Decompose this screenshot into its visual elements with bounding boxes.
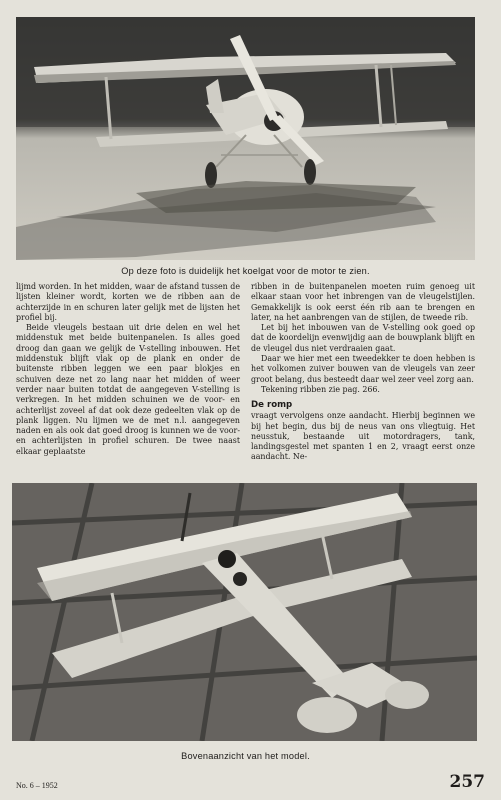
paragraph: ribben in de buitenpanelen moeten ruim genoeg uit elkaar staan voor het inbrengen van de vleugelstijlen. Gemakkelijk is ook eerst één rib aan te brengen en later, na het aanbrengen van de stijlen, de tweede rib. [251, 282, 475, 322]
photo-biplane-front [16, 17, 475, 260]
paragraph: Beide vleugels bestaan uit drie delen en wel het middenstuk met beide buitenpanelen. Is alles goed droog dan gaan we gelijk de V-stelling inbouwen. Het middenstuk blijft vlak op de plank en onder de buitenste ribben leggen we een paar blokjes en schuiven deze net zo lang naar het midden of weer verder naar buiten totdat de aangegeven V-stelling is verkregen. In het midden schuinen we de voor- en achterlijst zoveel af dat ook deze gedeelten vlak op de plank liggen. Nu lijmen we de met n.l. aangegeven naden en als ook dat goed droog is kunnen we de voor- en achterlijsten in profiel schuren. De twee naast elkaar geplaatste [16, 323, 240, 456]
photo-biplane-top [12, 483, 477, 741]
caption-top: Op deze foto is duidelijk het koelgat voor de motor te zien. [121, 266, 370, 276]
caption-bottom: Bovenaanzicht van het model. [181, 751, 310, 761]
text-column-left [16, 282, 240, 457]
photo-biplane-front-image [16, 17, 475, 260]
paragraph: Let bij het inbouwen van de V-stelling ook goed op dat de koordelijn evenwijdig aan de bouwplank blijft en de vleugel dus niet verdraaien gaat. [251, 323, 475, 353]
photo-biplane-top-image [12, 483, 477, 741]
text-column-right [251, 282, 475, 463]
page-number: 257 [449, 772, 485, 792]
paragraph: Tekening ribben zie pag. 266. [261, 384, 380, 394]
issue-label: No. 6 – 1952 [16, 781, 58, 790]
paragraph: vraagt vervolgens onze aandacht. Hierbij beginnen we bij het begin, dus bij de neus van ons vliegtuig. Het neusstuk, bestaande uit motordragers, tank, landingsgestel met spanten 1 en 2, vraagt eerst onze aandacht. Ne- [251, 411, 475, 462]
paragraph: Daar we hier met een tweedekker te doen hebben is het volkomen zuiver bouwen van de vleugels van zeer groot belang, dus besteedt daar wel zeer veel zorg aan. [251, 354, 475, 384]
section-heading: De romp [251, 400, 293, 411]
paragraph: lijmd worden. In het midden, waar de afstand tussen de lijsten kleiner wordt, korten we de ribben aan de achterzijde in en schuren later gelijk met de lijsten het profiel bij. [16, 282, 240, 322]
